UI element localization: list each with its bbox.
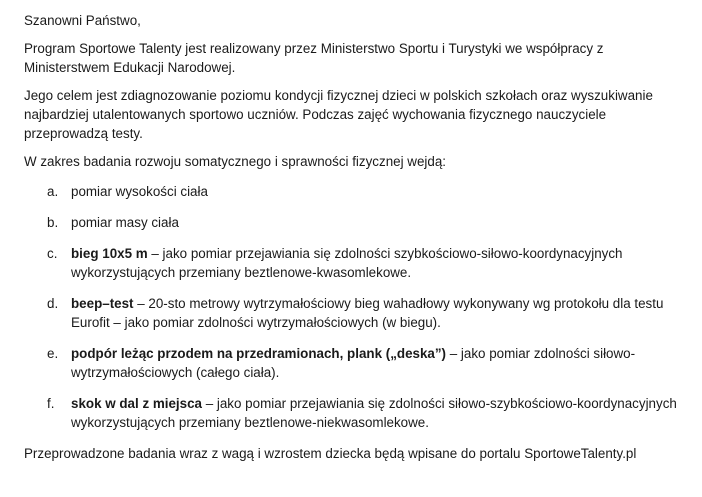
list-marker: a. — [47, 184, 59, 199]
list-item-bold: skok w dal z miejsca — [71, 396, 202, 411]
paragraph-goal: Jego celem jest zdiagnozowanie poziomu kondycji fizycznej dzieci w polskich szkołach oraz wyszukiwanie najbardziej utalentowanych sportowo uczniów. Podczas zajęć wychowania fizycznego nauczyciele przeprowadzą testy. — [24, 88, 653, 141]
list-item-text: – jako pomiar zdolności siłowo-wytrzymałościowych (całego ciała). — [71, 346, 636, 380]
list-item — [24, 213, 684, 232]
list-marker: e. — [47, 346, 59, 361]
list-item-text: – 20-sto metrowy wytrzymałościowy bieg wahadłowy wykonywany wg protokołu dla testu Eurofit – jako pomiar zdolności wytrzymałościowych (w biegu). — [71, 296, 664, 330]
closing-paragraph: Przeprowadzone badania wraz z wagą i wzrostem dziecka będą wpisane do portalu SportoweTalenty.pl — [24, 446, 637, 461]
list-item — [24, 394, 684, 432]
list-item-bold: bieg 10x5 m — [71, 246, 148, 261]
list-item — [24, 294, 684, 332]
list-item-bold: podpór leżąc przodem na przedramionach, plank („deska”) — [71, 346, 447, 361]
list-item-text: – jako pomiar przejawiania się zdolności szybkościowo-siłowo-koordynacyjnych wykorzystujących przemiany beztlenowe-kwasomlekowe. — [71, 246, 623, 280]
list-item — [24, 344, 684, 382]
list-marker: d. — [47, 296, 59, 311]
list-marker: f. — [47, 396, 55, 411]
letter-body — [24, 11, 684, 463]
list-marker: b. — [47, 215, 59, 230]
list-item-text: – jako pomiar przejawiania się zdolności siłowo-szybkościowo-koordynacyjnych wykorzystujących przemiany beztlenowe-niekwasomlekowe. — [71, 396, 677, 430]
paragraph-program: Program Sportowe Talenty jest realizowany przez Ministerstwo Sportu i Turystyki we współpracy z Ministerstwem Edukacji Narodowej. — [24, 41, 604, 75]
list-item-bold: beep–test — [71, 296, 134, 311]
list-marker: c. — [47, 246, 58, 261]
list-intro: W zakres badania rozwoju somatycznego i sprawności fizycznej wejdą: — [24, 154, 446, 169]
greeting: Szanowni Państwo, — [24, 13, 141, 28]
list-item-text: pomiar wysokości ciała — [71, 184, 208, 199]
list-item — [24, 244, 684, 282]
list-item — [24, 182, 684, 201]
test-list — [24, 182, 684, 432]
list-item-text: pomiar masy ciała — [71, 215, 179, 230]
